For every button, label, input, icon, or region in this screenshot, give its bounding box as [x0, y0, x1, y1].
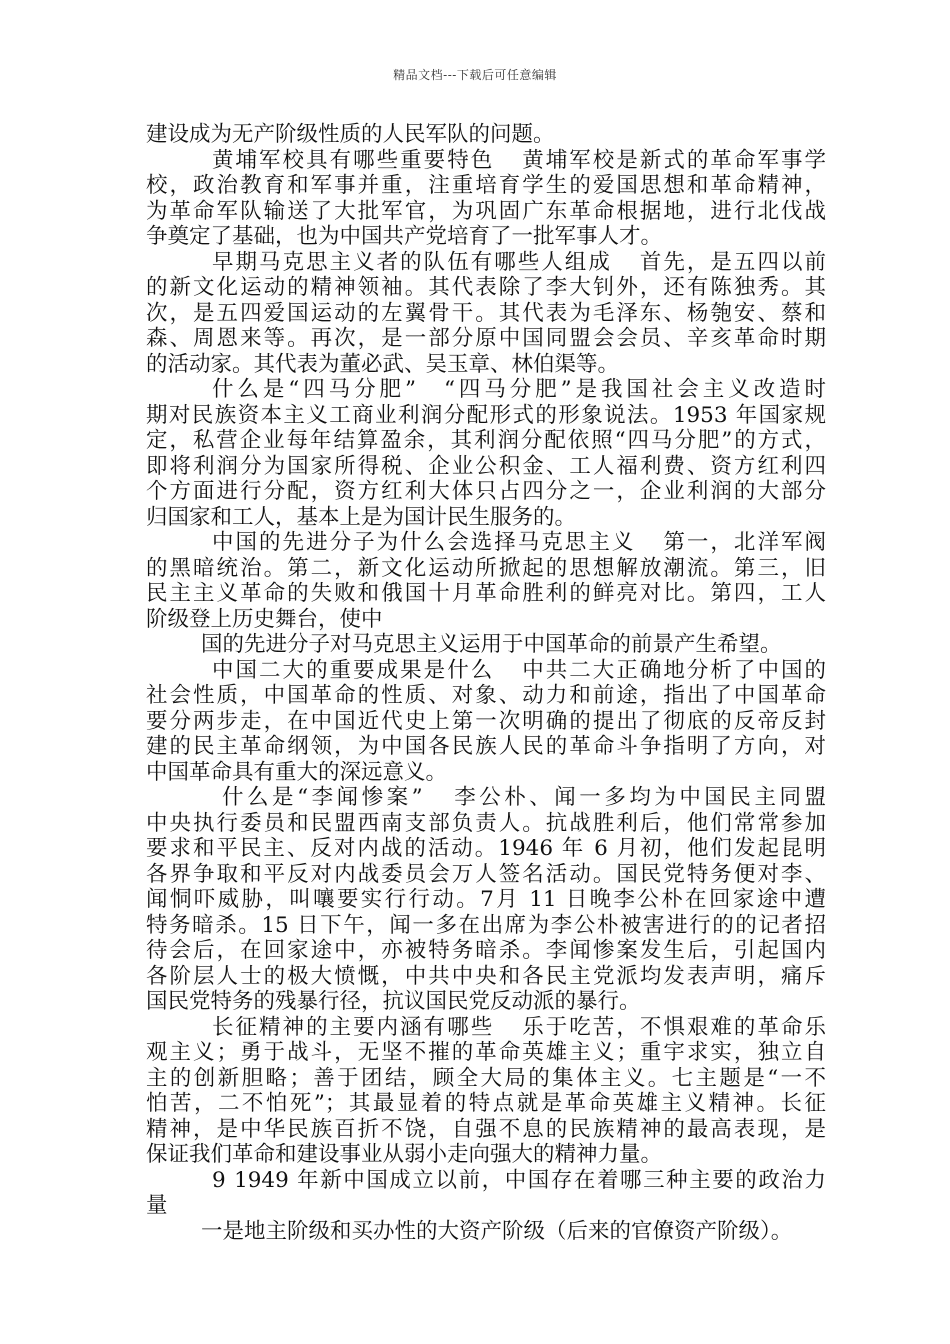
- text-line: [146, 785, 826, 811]
- line-text: 怕苦，二不怕死”；其最显着的特点就是革命英雄主义精神。长征: [146, 1091, 826, 1116]
- line-text: 个方面进行分配，资方红利大体只占四分之一，企业利润的大部分: [146, 479, 826, 504]
- line-text: 9 1949 年新中国成立以前，中国存在着哪三种主要的政治力: [212, 1167, 826, 1193]
- line-text: 建的民主革命纲领，为中国各民族人民的革命斗争指明了方向，对: [146, 734, 826, 759]
- text-line: [146, 581, 826, 607]
- text-line: [146, 148, 826, 174]
- text-line: [146, 122, 826, 148]
- text-line: [146, 326, 826, 352]
- question-heading: 长征精神的主要内涵有哪些: [212, 1014, 495, 1040]
- text-line: [146, 428, 826, 454]
- text-line: [146, 913, 826, 939]
- text-line: [146, 403, 826, 429]
- line-text: 主的创新胆略；善于团结，顾全大局的集体主义。七主题是“一不: [146, 1065, 826, 1091]
- line-text: 待会后，在回家途中，亦被特务暗杀。李闻惨案发生后，引起国内: [146, 938, 826, 963]
- line-text: 李公朴、闻一多均为中国民主同盟: [450, 785, 826, 810]
- line-text: 的黑暗统治。第二，新文化运动所掀起的思想解放潮流。第三，旧: [146, 555, 826, 581]
- text-line: [146, 556, 826, 582]
- text-line: [146, 811, 826, 837]
- text-line: [146, 173, 826, 199]
- line-text: 阶级登上历史舞台，使中: [146, 606, 383, 632]
- text-line: [146, 836, 826, 862]
- question-heading: 中国二大的重要成果是什么: [212, 657, 495, 683]
- text-line: [146, 479, 826, 505]
- page-header: 精品文档---下载后可任意编辑: [393, 68, 557, 82]
- question-heading: 中国的先进分子为什么会选择马克思主义: [212, 530, 636, 555]
- line-text: 观主义；勇于战斗，无坚不摧的革命英雄主义；重宇求实，独立自: [146, 1040, 826, 1065]
- line-text: 民主主义革命的失败和俄国十月革命胜利的鲜亮对比。第四，工人: [146, 581, 826, 606]
- text-line: [146, 352, 826, 378]
- text-line: [146, 1193, 826, 1219]
- line-text: 各阶层人士的极大愤慨，中共中央和各民主党派均发表声明，痛斥: [146, 963, 826, 989]
- line-text: 森、周恩来等。再次，是一部分原中国同盟会会员、辛亥革命时期: [146, 326, 826, 351]
- line-text: 中国革命具有重大的深远意义。: [146, 759, 448, 785]
- line-text: 首先，是五四以前: [639, 249, 826, 275]
- line-text: 精神，是中华民族百折不饶，自强不息的民族精神的最高表现，是: [146, 1116, 826, 1142]
- text-line: [146, 989, 826, 1015]
- line-text: 乐于吃苦，不惧艰难的革命乐: [522, 1014, 826, 1040]
- line-text: 要求和平民主、反对内战的活动。1946 年 6 月初，他们发起昆明: [146, 836, 826, 861]
- text-line: [146, 454, 826, 480]
- line-text: 量: [146, 1193, 168, 1218]
- question-heading: 什么是“四马分肥”: [212, 377, 416, 402]
- text-line: [146, 1040, 826, 1066]
- line-text: 中共二大正确地分析了中国的: [522, 657, 826, 683]
- line-text: “四马分肥”是我国社会主义改造时: [443, 377, 826, 402]
- text-line: [146, 377, 826, 403]
- line-text: 期对民族资本主义工商业利润分配形式的形象说法。1953 年国家规: [146, 402, 826, 428]
- text-line: [146, 250, 826, 276]
- document-body: [146, 122, 826, 1244]
- text-line: [146, 1091, 826, 1117]
- line-text: 各界争取和平反对内战委员会万人签名活动。国民党特务便对李、: [146, 861, 826, 887]
- text-line: [146, 760, 826, 786]
- line-text: 为革命军队输送了大批军官，为巩固广东革命根据地，进行北伐战: [146, 198, 826, 224]
- line-text: 国的先进分子对马克思主义运用于中国革命的前景产生希望。: [201, 632, 782, 657]
- question-heading: 黄埔军校具有哪些重要特色: [212, 147, 495, 173]
- line-text: 建设成为无产阶级性质的人民军队的问题。: [146, 122, 555, 147]
- text-line: [146, 658, 826, 684]
- line-text: 闻恫吓威胁，叫嚷要实行行动。7月 11 日晚李公朴在回家途中遭: [146, 887, 826, 912]
- text-line: [146, 275, 826, 301]
- line-text: 即将利润分为国家所得税、企业公积金、工人福利费、资方红利四: [146, 453, 826, 479]
- question-heading: 什么是“李闻惨案”: [222, 785, 423, 810]
- line-text: 争奠定了基础，也为中国共产党培育了一批军事人才。: [146, 224, 663, 249]
- text-line: [146, 887, 826, 913]
- text-line: [146, 632, 826, 658]
- text-line: [146, 862, 826, 888]
- line-text: 第一，北洋军阀: [663, 530, 826, 555]
- text-line: [146, 964, 826, 990]
- text-line: [146, 938, 826, 964]
- text-line: [146, 1066, 826, 1092]
- line-text: 要分两步走，在中国近代史上第一次明确的提出了彻底的反帝反封: [146, 708, 826, 734]
- text-line: [146, 607, 826, 633]
- line-text: 次，是五四爱国运动的左翼骨干。其代表为毛泽东、杨匏安、蔡和: [146, 300, 826, 326]
- text-line: [146, 1168, 826, 1194]
- line-text: 校，政治教育和军事并重，注重培育学生的爱国思想和革命精神，: [146, 173, 826, 198]
- text-line: [146, 224, 826, 250]
- line-text: 的新文化运动的精神领袖。其代表除了李大钊外，还有陈独秀。其: [146, 275, 826, 300]
- line-text: 保证我们革命和建设事业从弱小走向强大的精神力量。: [146, 1142, 663, 1167]
- line-text: 特务暗杀。15 日下午，闻一多在出席为李公朴被害进行的的记者招: [146, 912, 826, 938]
- line-text: 归国家和工人，基本上是为国计民生服务的。: [146, 504, 577, 530]
- line-text: 的活动家。其代表为董必武、吴玉章、林伯渠等。: [146, 351, 620, 377]
- text-line: [146, 1015, 826, 1041]
- line-text: 黄埔军校是新式的革命军事学: [522, 147, 826, 173]
- text-line: [146, 530, 826, 556]
- text-line: [146, 683, 826, 709]
- text-line: [146, 1219, 826, 1245]
- line-text: 国民党特务的残暴行径，抗议国民党反动派的暴行。: [146, 989, 641, 1014]
- text-line: [146, 734, 826, 760]
- text-line: [146, 1117, 826, 1143]
- question-heading: 早期马克思主义者的队伍有哪些人组成: [212, 249, 612, 275]
- text-line: [146, 301, 826, 327]
- text-line: [146, 709, 826, 735]
- line-text: 社会性质，中国革命的性质、对象、动力和前途，指出了中国革命: [146, 683, 826, 708]
- line-text: 中央执行委员和民盟西南支部负责人。抗战胜利后，他们常常参加: [146, 810, 826, 836]
- line-text: 定，私营企业每年结算盈余，其利润分配依照“四马分肥”的方式，: [146, 428, 826, 453]
- text-line: [146, 505, 826, 531]
- text-line: [146, 1142, 826, 1168]
- line-text: 一是地主阶级和买办性的大资产阶级（后来的官僚资产阶级）。: [201, 1218, 793, 1244]
- text-line: [146, 199, 826, 225]
